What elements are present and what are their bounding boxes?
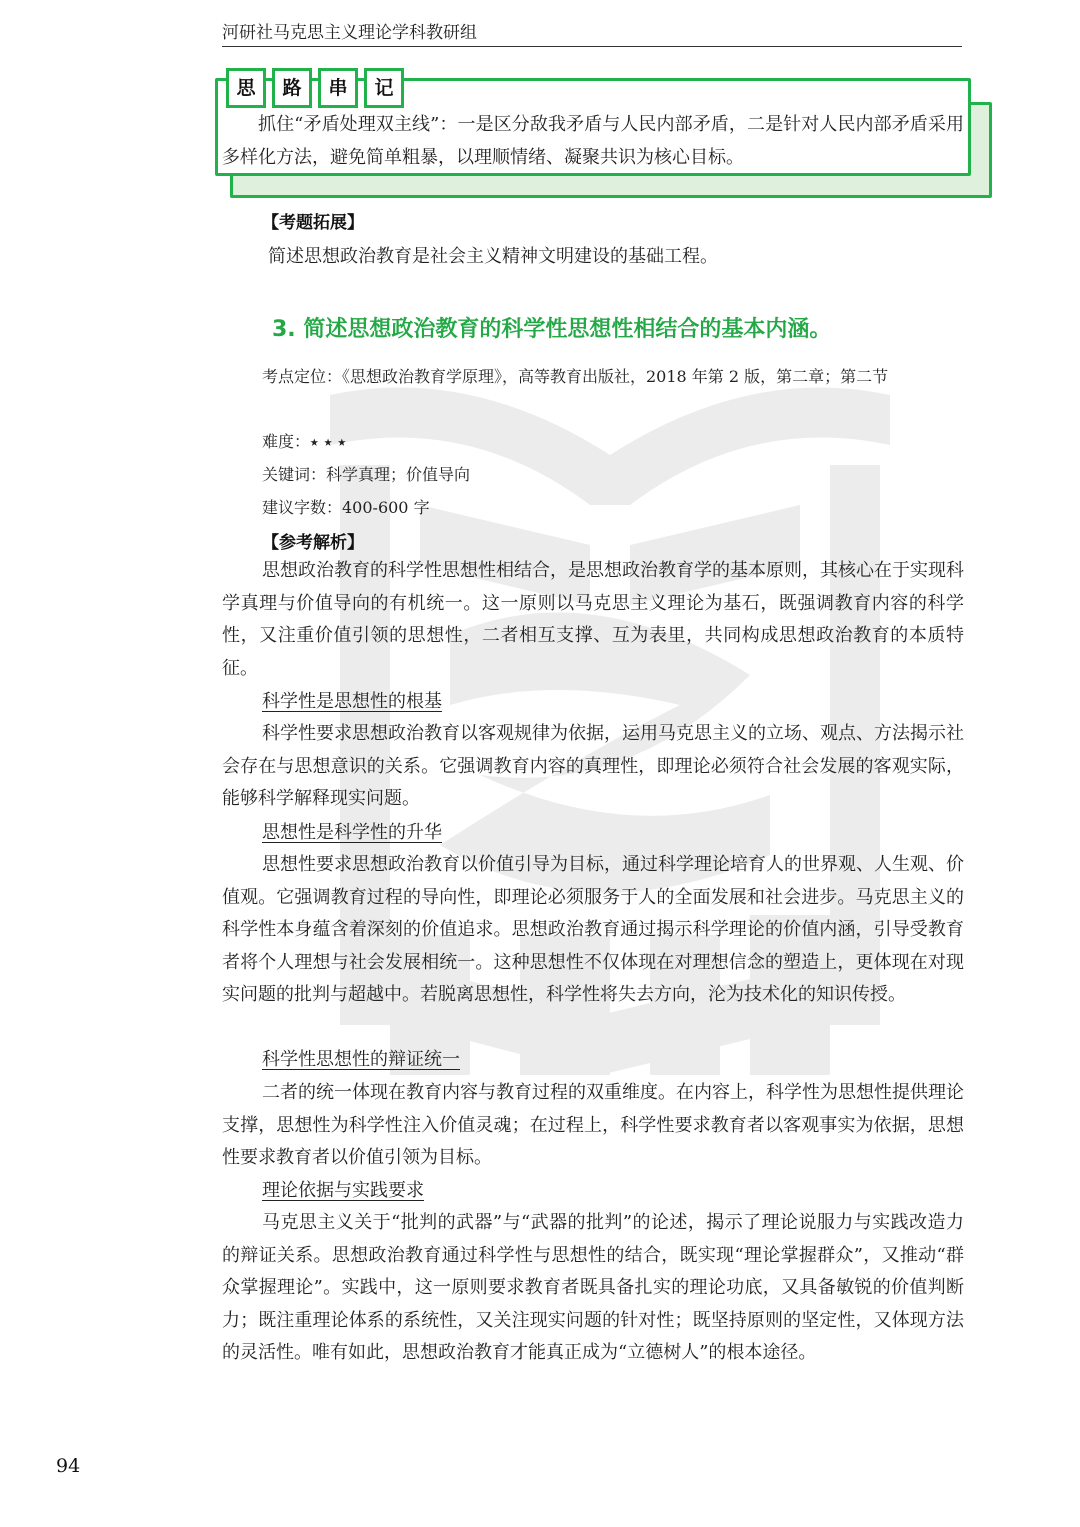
section-heading: 科学性思想性的辩证统一 xyxy=(262,1049,460,1070)
section-body: 马克思主义关于“批判的武器”与“武器的批判”的论述，揭示了理论说服力与实践改造力的辩证关系。思想政治教育通过科学性与思想性的结合，既实现“理论掌握群众”，又推动“群众掌握理论”。实践中，这一原则要求教育者既具备扎实的理论功底，又具备敏锐的价值判断力；既注重理论体系的系统性，又关注现实问题的针对性；既坚持原则的坚定性，又体现方法的灵活性。唯有如此，思想政治教育才能真正成为“立德树人”的根本途径。 xyxy=(222,1212,964,1363)
extension-label: 【考题拓展】 xyxy=(262,213,364,233)
page-number: 94 xyxy=(56,1455,81,1477)
section-heading: 理论依据与实践要求 xyxy=(262,1180,424,1201)
section-heading: 思想性是科学性的升华 xyxy=(262,822,442,843)
idea-box-tags xyxy=(226,68,404,108)
question-keywords: 关键词：科学真理；价值导向 xyxy=(262,465,471,484)
section-body: 科学性要求思想政治教育以客观规律为依据，运用马克思主义的立场、观点、方法揭示社会存在与思想意识的关系。它强调教育内容的真理性，即理论必须符合社会发展的客观实际，能够科学解释现实问题。 xyxy=(222,723,964,809)
question-location: 考点定位：《思想政治教育学原理》，高等教育出版社，2018 年第 2 版，第二章；第二节 xyxy=(262,367,889,386)
idea-tag: 路 xyxy=(272,68,312,108)
idea-tag: 串 xyxy=(318,68,358,108)
idea-tag: 思 xyxy=(226,68,266,108)
question-word-count: 建议字数：400-600 字 xyxy=(262,498,430,517)
idea-tag: 记 xyxy=(364,68,404,108)
analysis-intro: 思想政治教育的科学性思想性相结合，是思想政治教育学的基本原则，其核心在于实现科学真理与价值导向的有机统一。这一原则以马克思主义理论为基石，既强调教育内容的科学性，又注重价值引领的思想性，二者相互支撑、互为表里，共同构成思想政治教育的本质特征。 xyxy=(222,560,964,679)
question-title: 3. 简述思想政治教育的科学性思想性相结合的基本内涵。 xyxy=(272,317,832,342)
section-body: 思想性要求思想政治教育以价值引导为目标，通过科学理论培育人的世界观、人生观、价值观。它强调教育过程的导向性，即理论必须服务于人的全面发展和社会进步。马克思主义的科学性本身蕴含着深刻的价值追求。思想政治教育通过揭示科学理论的价值内涵，引导受教育者将个人理想与社会发展相统一。这种思想性不仅体现在对理想信念的塑造上，更体现在对现实问题的批判与超越中。若脱离思想性，科学性将失去方向，沦为技术化的知识传授。 xyxy=(222,854,964,1005)
running-header: 河研社马克思主义理论学科教研组 xyxy=(222,20,962,47)
extension-text: 简述思想政治教育是社会主义精神文明建设的基础工程。 xyxy=(268,246,718,267)
question-difficulty: 难度：⭑ ⭑ ⭑ xyxy=(262,432,347,451)
idea-box-text: 抓住“矛盾处理双主线”：一是区分敌我矛盾与人民内部矛盾，二是针对人民内部矛盾采用多样化方法，避免简单粗暴，以理顺情绪、凝聚共识为核心目标。 xyxy=(222,114,964,168)
analysis-label: 【参考解析】 xyxy=(262,533,364,553)
section-body: 二者的统一体现在教育内容与教育过程的双重维度。在内容上，科学性为思想性提供理论支撑，思想性为科学性注入价值灵魂；在过程上，科学性要求教育者以客观事实为依据，思想性要求教育者以价值引领为目标。 xyxy=(222,1082,964,1168)
section-heading: 科学性是思想性的根基 xyxy=(262,691,442,712)
